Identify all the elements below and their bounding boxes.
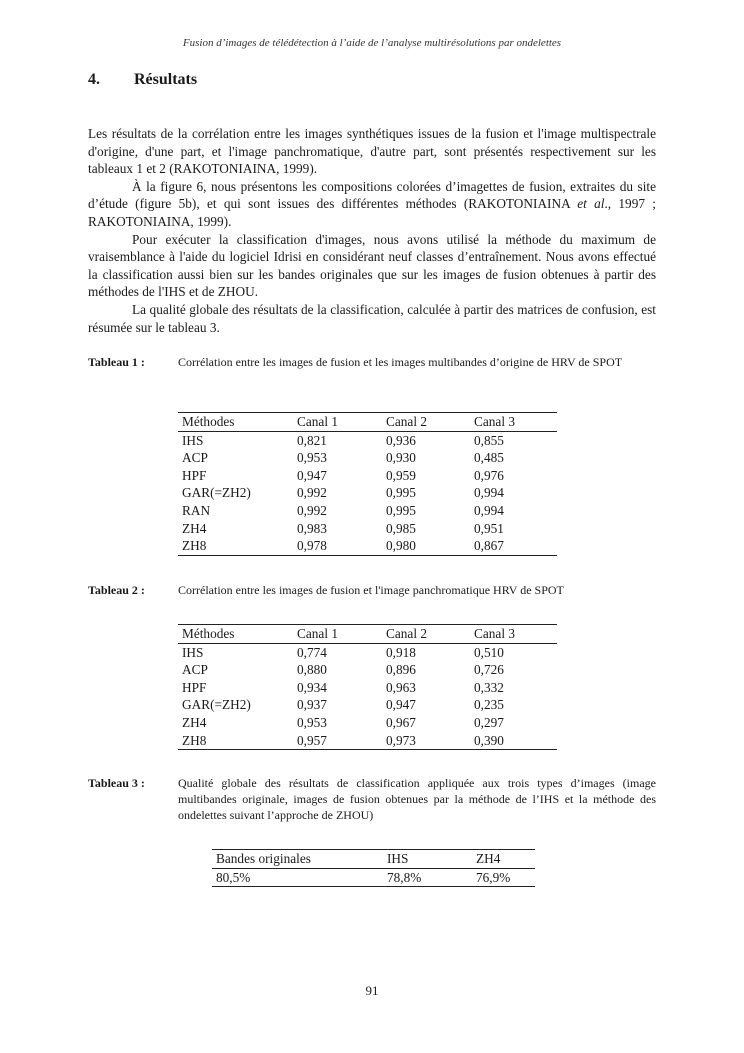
table-row [178, 449, 557, 467]
table-row [178, 484, 557, 502]
table-cell: 0,297 [474, 714, 504, 730]
table1-header-canal2: Canal 2 [386, 414, 427, 429]
table-row [178, 679, 557, 697]
table3 [212, 849, 535, 887]
table-cell: 0,994 [474, 502, 504, 518]
table-row [212, 868, 535, 887]
table1-header-row [178, 413, 557, 432]
table-cell: 0,774 [297, 644, 327, 660]
table-cell: ZH8 [182, 732, 207, 748]
table-cell: ZH4 [182, 714, 207, 730]
table-cell: GAR(=ZH2) [182, 697, 251, 713]
table-cell: 0,896 [386, 662, 416, 678]
table-cell: 0,930 [386, 450, 416, 466]
paragraph-2 [88, 178, 656, 231]
paragraph-2-end: ., 1997 ; RAKOTONIAINA, 1999). [88, 196, 656, 229]
table-cell: 0,867 [474, 538, 504, 554]
table2-header-canal3: Canal 3 [474, 626, 515, 641]
table-cell: 0,953 [297, 714, 327, 730]
table3-header-ihs: IHS [387, 851, 409, 866]
table-cell: 78,8% [387, 869, 422, 885]
table1 [178, 412, 557, 556]
table-cell: 0,485 [474, 450, 504, 466]
table2-header-canal2: Canal 2 [386, 626, 427, 641]
table-cell: 0,985 [386, 520, 416, 536]
table-cell: 0,994 [474, 485, 504, 501]
table-cell: 0,936 [386, 432, 416, 448]
table-cell: RAN [182, 502, 211, 518]
table-cell: 0,390 [474, 732, 504, 748]
table-cell: 0,980 [386, 538, 416, 554]
table-cell: 0,976 [474, 467, 504, 483]
table-cell: HPF [182, 467, 207, 483]
table-cell: 0,992 [297, 485, 327, 501]
table3-label: Tableau 3 : [88, 776, 145, 790]
table1-header-canal3: Canal 3 [474, 414, 515, 429]
table-cell: ZH4 [182, 520, 207, 536]
table-cell: 76,9% [476, 869, 511, 885]
table-cell: ACP [182, 662, 208, 678]
table-row [178, 643, 557, 661]
table-cell: 0,947 [297, 467, 327, 483]
paragraph-4: La qualité globale des résultats de la classification, calculée à partir des matrices de confusion, est résumée sur le tableau 3. [88, 301, 656, 335]
table2-header-row [178, 625, 557, 644]
table2-header-methodes: Méthodes [182, 626, 235, 641]
table-cell: 0,880 [297, 662, 327, 678]
table-cell: 0,510 [474, 644, 504, 660]
table1-label: Tableau 1 : [88, 355, 145, 369]
body-text [88, 125, 656, 336]
table-cell: 0,951 [474, 520, 504, 536]
table3-header-bandes: Bandes originales [216, 851, 311, 866]
table-row [178, 661, 557, 679]
table-cell: 0,995 [386, 485, 416, 501]
running-header: Fusion d’images de télédétection à l’aide de l’analyse multirésolutions par ondelettes [182, 37, 562, 49]
table-cell: 0,983 [297, 520, 327, 536]
table3-header-zh4: ZH4 [476, 851, 501, 866]
table-cell: 0,934 [297, 679, 327, 695]
table-cell: 0,918 [386, 644, 416, 660]
table-cell: ACP [182, 450, 208, 466]
table-cell: 0,992 [297, 502, 327, 518]
section-number: 4. [88, 71, 100, 88]
table-cell: 0,959 [386, 467, 416, 483]
table3-header-row [212, 850, 535, 869]
table-cell: 0,235 [474, 697, 504, 713]
section-heading [88, 71, 197, 89]
table3-caption-text: Qualité globale des résultats de classification appliquée aux trois types d’images (image multibandes originale, images de fusion obtenues par la méthode de l’IHS et la méthode des ondelettes suivant l’approche de ZHOU) [178, 776, 656, 822]
table2-header-canal1: Canal 1 [297, 626, 338, 641]
table-cell: GAR(=ZH2) [182, 485, 251, 501]
table-cell: 0,995 [386, 502, 416, 518]
table-cell: 0,957 [297, 732, 327, 748]
table-cell: 0,821 [297, 432, 327, 448]
table2-caption-text: Corrélation entre les images de fusion et l'image panchromatique HRV de SPOT [178, 583, 564, 597]
paragraph-2-start: À la figure 6, nous présentons les compositions colorées d’imagettes de fusion, extraites du site d’étude (figure 5b), et qui sont issues des différentes méthodes (RAKOTONIAINA [88, 178, 656, 212]
table-cell: 0,855 [474, 432, 504, 448]
table1-header-methodes: Méthodes [182, 414, 235, 429]
table-cell: 0,947 [386, 697, 416, 713]
page-number: 91 [365, 983, 379, 998]
table-cell: 0,953 [297, 450, 327, 466]
table-cell: 0,978 [297, 538, 327, 554]
table-row [178, 502, 557, 520]
table-row [178, 732, 557, 750]
table1-caption [88, 354, 656, 370]
section-title: Résultats [134, 71, 198, 88]
table1-header-canal1: Canal 1 [297, 414, 338, 429]
table-row [178, 467, 557, 485]
table-row [178, 696, 557, 714]
table-cell: 80,5% [216, 869, 251, 885]
table-cell: HPF [182, 679, 207, 695]
table2 [178, 624, 557, 750]
table-row [178, 537, 557, 555]
table2-caption [88, 582, 656, 598]
paragraph-2-italic: et al [577, 196, 605, 212]
table-cell: ZH8 [182, 538, 207, 554]
table-row [178, 520, 557, 538]
table-cell: IHS [182, 644, 204, 660]
table-cell: 0,937 [297, 697, 327, 713]
table-cell: IHS [182, 432, 204, 448]
table-cell: 0,332 [474, 679, 504, 695]
table-row [178, 714, 557, 732]
table-cell: 0,726 [474, 662, 504, 678]
table-row [178, 431, 557, 449]
table-cell: 0,963 [386, 679, 416, 695]
table3-caption [88, 775, 656, 823]
paragraph-3: Pour exécuter la classification d'images, nous avons utilisé la méthode du maximum de vraisemblance à l'aide du logiciel Idrisi en considérant neuf classes d’entraînement. Nous avons effectué la classification aussi bien sur les bandes originales que sur les images de fusion obtenues à partir des méthodes de l'IHS et de ZHOU. [88, 231, 656, 300]
paragraph-1: Les résultats de la corrélation entre les images synthétiques issues de la fusion et l'image multispectrale d'origine, d'une part, et l'image panchromatique, d'autre part, sont présentés respectivement sur les tableaux 1 et 2 (RAKOTONIAINA, 1999). [88, 126, 656, 177]
table-cell: 0,973 [386, 732, 416, 748]
table2-label: Tableau 2 : [88, 583, 145, 597]
table-cell: 0,967 [386, 714, 416, 730]
table1-caption-text: Corrélation entre les images de fusion et les images multibandes d’origine de HRV de SPOT [178, 355, 623, 369]
